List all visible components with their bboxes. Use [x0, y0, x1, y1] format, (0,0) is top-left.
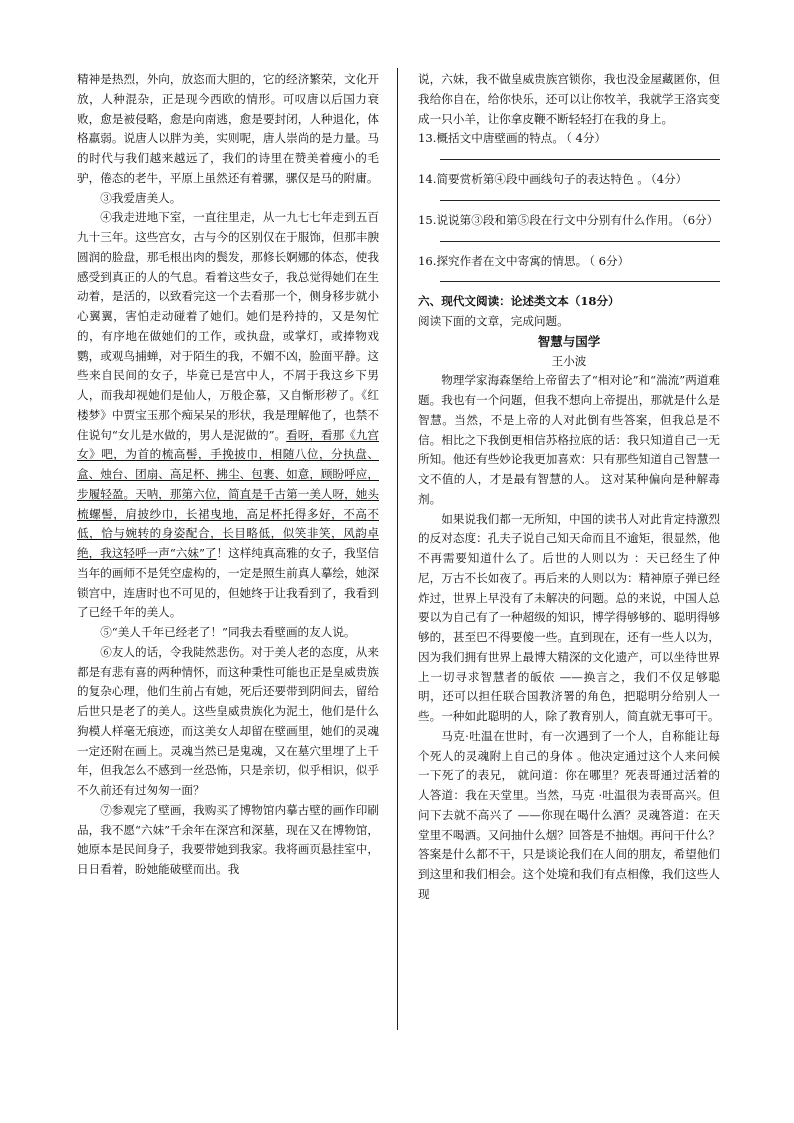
question-number: 16.: [418, 253, 437, 268]
underlined-sentence: 看呀，看那《九宫女》吧，为首的梳高髻，手挽披巾，相随八位，分执盘、盒、烛台、团扇、高足杯、拂尘、包裹、如意，顾盼呼应，步履轻盈。天呐，那第六位，简直是千古第一美人呀，她头梳螺髻，肩披纱巾，长裙曳地，高足杯托得多好，不高不低，恰与婉转的身姿配合，长目略低，似笑非笑，风韵卓绝，我这轻呼一声“六妹”了: [77, 427, 379, 560]
question-points: （ 4分）: [566, 131, 607, 146]
essay-paragraph-4: [77, 208, 379, 623]
question-16: [418, 252, 720, 272]
answer-line[interactable]: [440, 153, 720, 160]
question-number: 14.: [418, 172, 437, 186]
answer-line[interactable]: [440, 194, 720, 201]
answer-line[interactable]: [440, 275, 720, 282]
column-divider: [397, 68, 398, 1030]
question-text: 探究作者在文中寄寓的情思。: [436, 253, 588, 268]
article-paragraph-3: 马克·吐温在世时，有一次遇到了一个人，自称能让每个死人的灵魂附上自己的身体 。他决定通过这个人来问候一下死了的表兄， 就问道：你在哪里？死表哥通过活着的人答道：我在天堂里。当然，马克 ·吐温很为表哥高兴。但问下去就不高兴了 ——你现在喝什么酒？灵魂答道：在天堂里不喝酒。又问抽什么烟？回答是不抽烟。再问干什么？答案是什么都不干，只是谈论我们在人间的朋友，希望他们到这里和我们相会。这个处境和我们有点相像，我们这些人现: [418, 728, 720, 901]
left-column: [77, 70, 379, 880]
essay-paragraph-5: ⑤“美人千年已经老了！”同我去看壁画的友人说。: [100, 625, 356, 639]
question-14: [418, 170, 720, 190]
article-paragraph-2: 如果说我们都一无所知，中国的读书人对此肯定持激烈的反对态度：孔夫子说自己知天命而且不逾矩，很显然，他不再需要知道什么了。后世的人则以为 ：天已经生了仲尼，万古不长如夜了。再后来的人则以为：精神原子弹已经炸过，世界上早没有了未解决的问题。总的来说，中国人总要以为自己有了一种超级的知识，博学得够够的、聪明得够够的，甚至巴不得要傻一些。直到现在，还有一些人以为，因为我们拥有世界上最博大精深的文化遗产，可以坐待世界上一切寻求智慧者的皈依 ——换言之，我们不仅足够聪明，还可以担任联合国教济署的角色，把聪明分给别人一些。一种如此聪明的人，除了教育别人，简直就无事可干。: [418, 511, 720, 723]
answer-line[interactable]: [440, 235, 720, 242]
article-author: 王小波: [551, 353, 587, 368]
question-points: （ 6分）: [589, 253, 630, 268]
essay-paragraph-7-continued: 说，六妹，我不做皇威贵族宫锁你，我也没金屋藏匿你，但我给你自在，给你快乐，还可以让你牧羊，我就学王洛宾变成一只小羊，让你拿皮鞭不断轻轻打在我的身上。: [418, 72, 720, 126]
question-points: （6分）: [681, 212, 719, 227]
question-text: 概括文中唐壁画的特点。: [436, 131, 564, 146]
right-column: [418, 70, 720, 905]
question-number: 15.: [418, 212, 437, 227]
question-text: 简要赏析第④段中画线句子的表达特色 。: [436, 172, 649, 186]
essay-paragraph-6: ⑥友人的话，令我陡然悲伤。对于美人老的态度，从来都是有悲有喜的两种情怀，而这种秉性可能也正是皇威贵族的复杂心理，他们生前占有她，死后还要带到阴间去，留给后世只是老了的美人。这些皇威贵族化为泥土，他们是什么狗模人样毫无痕迹，而这美女人却留在壁画里，她们的灵魂一定还附在画上。灵魂当然已是鬼魂，又在墓穴里埋了上千年，但我怎么不感到一丝恐怖，只是亲切，似乎相识，似乎不久前还有过匆匆一面？: [77, 644, 379, 797]
essay-paragraph-7: ⑦参观完了壁画，我购买了博物馆内摹古壁的画作印刷品，我不愿“六妹”千余年在深宫和深墓，现在又在博物馆，她原本是民间身子，我要带她到我家。我将画页悬挂室中，日日看着，盼她能破壁而出。我: [77, 802, 379, 876]
section-heading: 六、现代文阅读：论述类文本（18分）: [418, 294, 620, 309]
article-title: 智慧与国学: [537, 333, 601, 349]
essay-paragraph-2: 精神是热烈，外向，放恣而大胆的，它的经济繁荣，文化开放，人种混杂，正是现今西欧的情形。可叹唐以后国力衰败，愈是被侵略，愈是向南逃，愈是要封闭，人种退化，体格羸弱。说唐人以胖为美，实则呢，唐人崇尚的是力量。马的时代与我们越来越远了，我们的诗里在赞美着瘦小的毛驴，倦态的老牛，平原上虽然还有着骡，骡仅是马的附庸。: [77, 72, 379, 185]
question-15: [418, 211, 720, 231]
question-points: （4分）: [650, 172, 688, 186]
article-paragraph-1: 物理学家海森堡给上帝留去了“相对论”和“湍流”两道难题。我也有一个问题，但我不想向上帝提出，那就是什么是智慧。当然，不是上帝的人对此倒有些答案，但我总是不信。相比之下我倒更相信苏格拉底的话：我只知道自己一无所知。他还有些妙论我更加喜欢：只有那些知道自己智慧一文不值的人，才是最有智慧的人。 这对某种偏向是种解毒剂。: [418, 373, 720, 506]
paragraph-4-ending: ！这样纯真高雅的女子，我坚信当年的画师不是凭空虚构的，一定是照生前真人摹绘，她深锁宫中，连唐时也不可见的，但她终于让我看到了，我看到了已经千年的美人。: [77, 546, 379, 620]
paragraph-4-text: ④我走进地下室，一直往里走，从一九七七年走到五百九十三年。这些宫女，古与今的区别仅在于服饰，但那丰腴圆润的脸盘，那毛根出肉的鬓发，那修长婀娜的体态，使我感受到真正的人的气息。看着这些女子，我总觉得她们在生动着，是活的，以致看完这一个去看那一个，侧身移步就小心翼翼，害怕走动碰着了她们。她们是矜持的，又是匆忙的，有序地在做她们的工作，或执盘，或掌灯，或捧物戏鹦，或观鸟捕蝉，对于陌生的我，不媚不凶，脸面平静。这些来自民间的女子，毕竟已是宫中人，不屑于我这乡下男人，而我却视她们是仙人，万般企慕，又自惭形秽了。《红楼梦》中贾宝玉那个痴呆呆的形状，我是理解他了，也禁不住说句“女儿是水做的，男人是泥做的”。: [77, 210, 379, 442]
essay-paragraph-3: ③我爱唐美人。: [100, 190, 182, 205]
question-text: 说说第③段和第⑤段在行文中分别有什么作用。: [436, 212, 680, 227]
question-number: 13.: [418, 131, 437, 146]
question-13: [418, 129, 720, 149]
instruction: 阅读下面的文章，完成问题。: [418, 314, 569, 328]
